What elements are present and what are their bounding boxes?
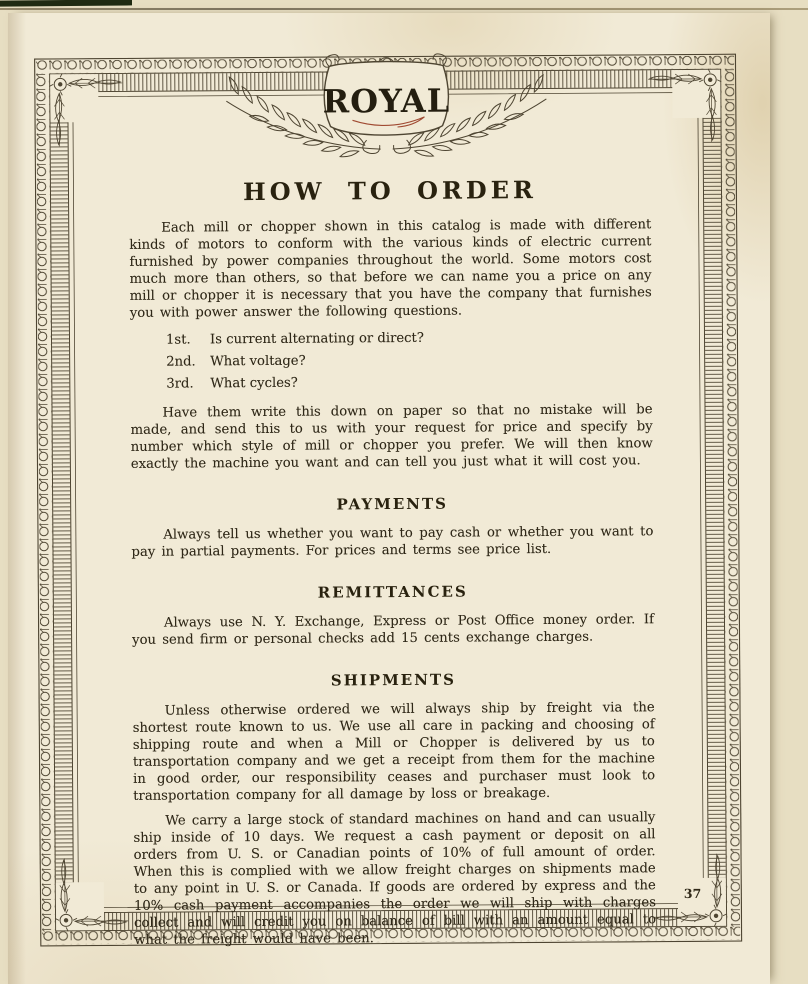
question-ordinal: 1st. [165,332,191,348]
question-ordinal: 2nd. [166,354,196,370]
shipments-paragraph-2: We carry a large stock of standard machines on hand and can usually ship inside of 10 days. We request a cash payment or deposit on all orders from U. S. or Canadian points of 10% of full amount of order. When this is complied with we allow freight charges on shipments made to any point in U. S. or Canada. If goods are ordered by express and the 10% cash payment accompanies the order we will ship with charges collect and will credit you on balance of bill with an amount equal to what the freight would have been. [133,810,657,948]
corner-ornament-bottom-left [55,858,129,932]
page-number: 37 [683,885,702,902]
royal-logo [216,49,557,173]
question-ordinal: 3rd. [166,376,194,392]
page-title: HOW TO ORDER [242,175,538,207]
questions-list [166,326,652,395]
royal-logo-text: ROYAL [322,81,451,121]
question-text: What voltage? [210,353,306,370]
question-item-3 [166,370,652,395]
question-text: Is current alternating or direct? [209,330,424,348]
corner-ornament-top-left [49,73,123,147]
section-heading-payments: PAYMENTS [336,494,448,514]
intro-paragraph: Each mill or chopper shown in this catalog is made with different kinds of motors to conform with the various kinds of electric current furnished by power companies throughout the world. Some motors cost much more than others, so that before we can name you a price on any mill or chopper it is necessary that you have the company that furnishes you with power answer the following questions. [129,217,652,321]
section-heading-remittances: REMITTANCES [317,582,468,602]
question-text: What cycles? [210,375,298,392]
corner-ornament-top-right [648,69,722,143]
section-heading-shipments: SHIPMENTS [330,670,456,690]
payments-paragraph: Always tell us whether you want to pay cash or whether you want to pay in partial payments. For prices and terms see price list. [131,524,654,560]
page-content [129,176,656,957]
after-questions-paragraph: Have them write this down on paper so that no mistake will be made, and send this to us with your request for price and specify by number which style of mill or chopper you prefer. We will then know exactly the machine you want and can tell you just what it will cost you. [130,402,653,472]
shipments-paragraph-1: Unless otherwise ordered we will always ship by freight via the shortest route known to us. We use all care in packing and choosing of shipping route and when a Mill or Chopper is delivered by us to transportation company and we get a receipt from them for the machine in good order, our responsibility ceases and purchaser must look to transportation company for all damage by loss or breakage. [132,700,656,804]
remittances-paragraph: Always use N. Y. Exchange, Express or Post Office money order. If you send firm or personal checks add 15 cents exchange charges. [132,612,655,648]
